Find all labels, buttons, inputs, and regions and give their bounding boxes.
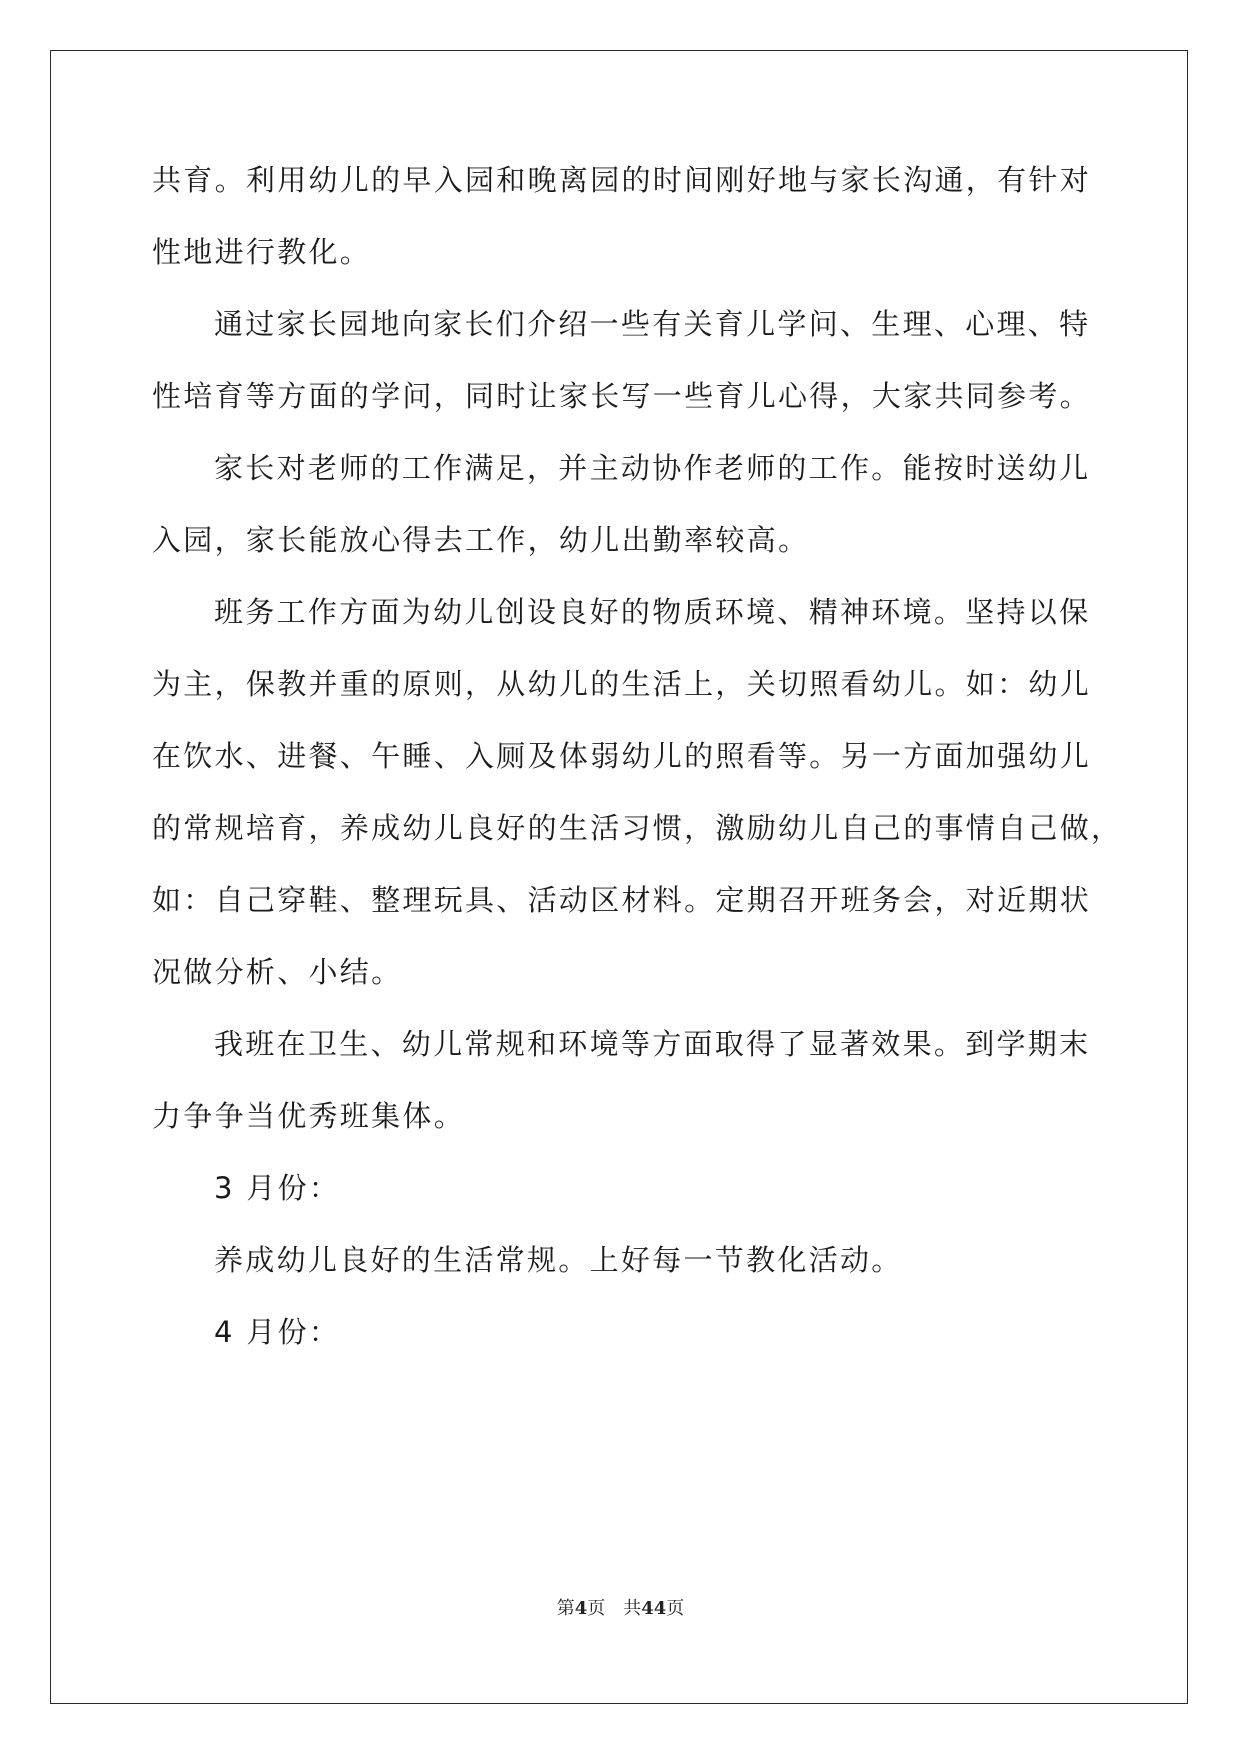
- page-prefix: 第: [556, 1598, 575, 1619]
- paragraph-start: 家长对老师的工作满足，并主动协作老师的工作。能按时送幼儿: [214, 451, 1091, 485]
- total-suffix: 页: [666, 1598, 685, 1619]
- text-line: 为主，保教并重的原则，从幼儿的生活上，关切照看幼儿。如：幼儿: [152, 667, 1092, 701]
- text-line: 入园，家长能放心得去工作，幼儿出勤率较高。: [152, 523, 810, 557]
- paragraph-start: 我班在卫生、幼儿常规和环境等方面取得了显著效果。到学期末: [214, 1027, 1091, 1061]
- text-line: 在饮水、进餐、午睡、入厕及体弱幼儿的照看等。另一方面加强幼儿: [152, 739, 1092, 773]
- text-line: 共育。利用幼儿的早入园和晚离园的时间刚好地与家长沟通，有针对: [152, 163, 1092, 197]
- page-footer: [0, 1594, 1241, 1620]
- month-heading: 4 月份：: [214, 1315, 341, 1349]
- text-line: 如：自己穿鞋、整理玩具、活动区材料。定期召开班务会，对近期状: [152, 883, 1092, 917]
- text-line: 性培育等方面的学问，同时让家长写一些育儿心得，大家共同参考。: [152, 379, 1092, 413]
- page-mid: 页: [587, 1598, 606, 1619]
- text-line: 力争争当优秀班集体。: [152, 1099, 466, 1133]
- total-prefix: 共: [623, 1598, 642, 1619]
- text-line: 性地进行教化。: [152, 235, 372, 269]
- page-total: 44: [641, 1598, 667, 1619]
- text-line: 的常规培育，养成幼儿良好的生活习惯，激励幼儿自己的事情自己做，: [152, 811, 1123, 845]
- page-current: 4: [574, 1598, 588, 1619]
- page-frame: [50, 50, 1188, 1704]
- paragraph-start: 养成幼儿良好的生活常规。上好每一节教化活动。: [214, 1243, 903, 1277]
- month-heading: 3 月份：: [214, 1171, 341, 1205]
- paragraph-start: 通过家长园地向家长们介绍一些有关育儿学问、生理、心理、特: [214, 307, 1091, 341]
- text-line: 况做分析、小结。: [152, 955, 403, 989]
- paragraph-start: 班务工作方面为幼儿创设良好的物质环境、精神环境。坚持以保: [214, 595, 1091, 629]
